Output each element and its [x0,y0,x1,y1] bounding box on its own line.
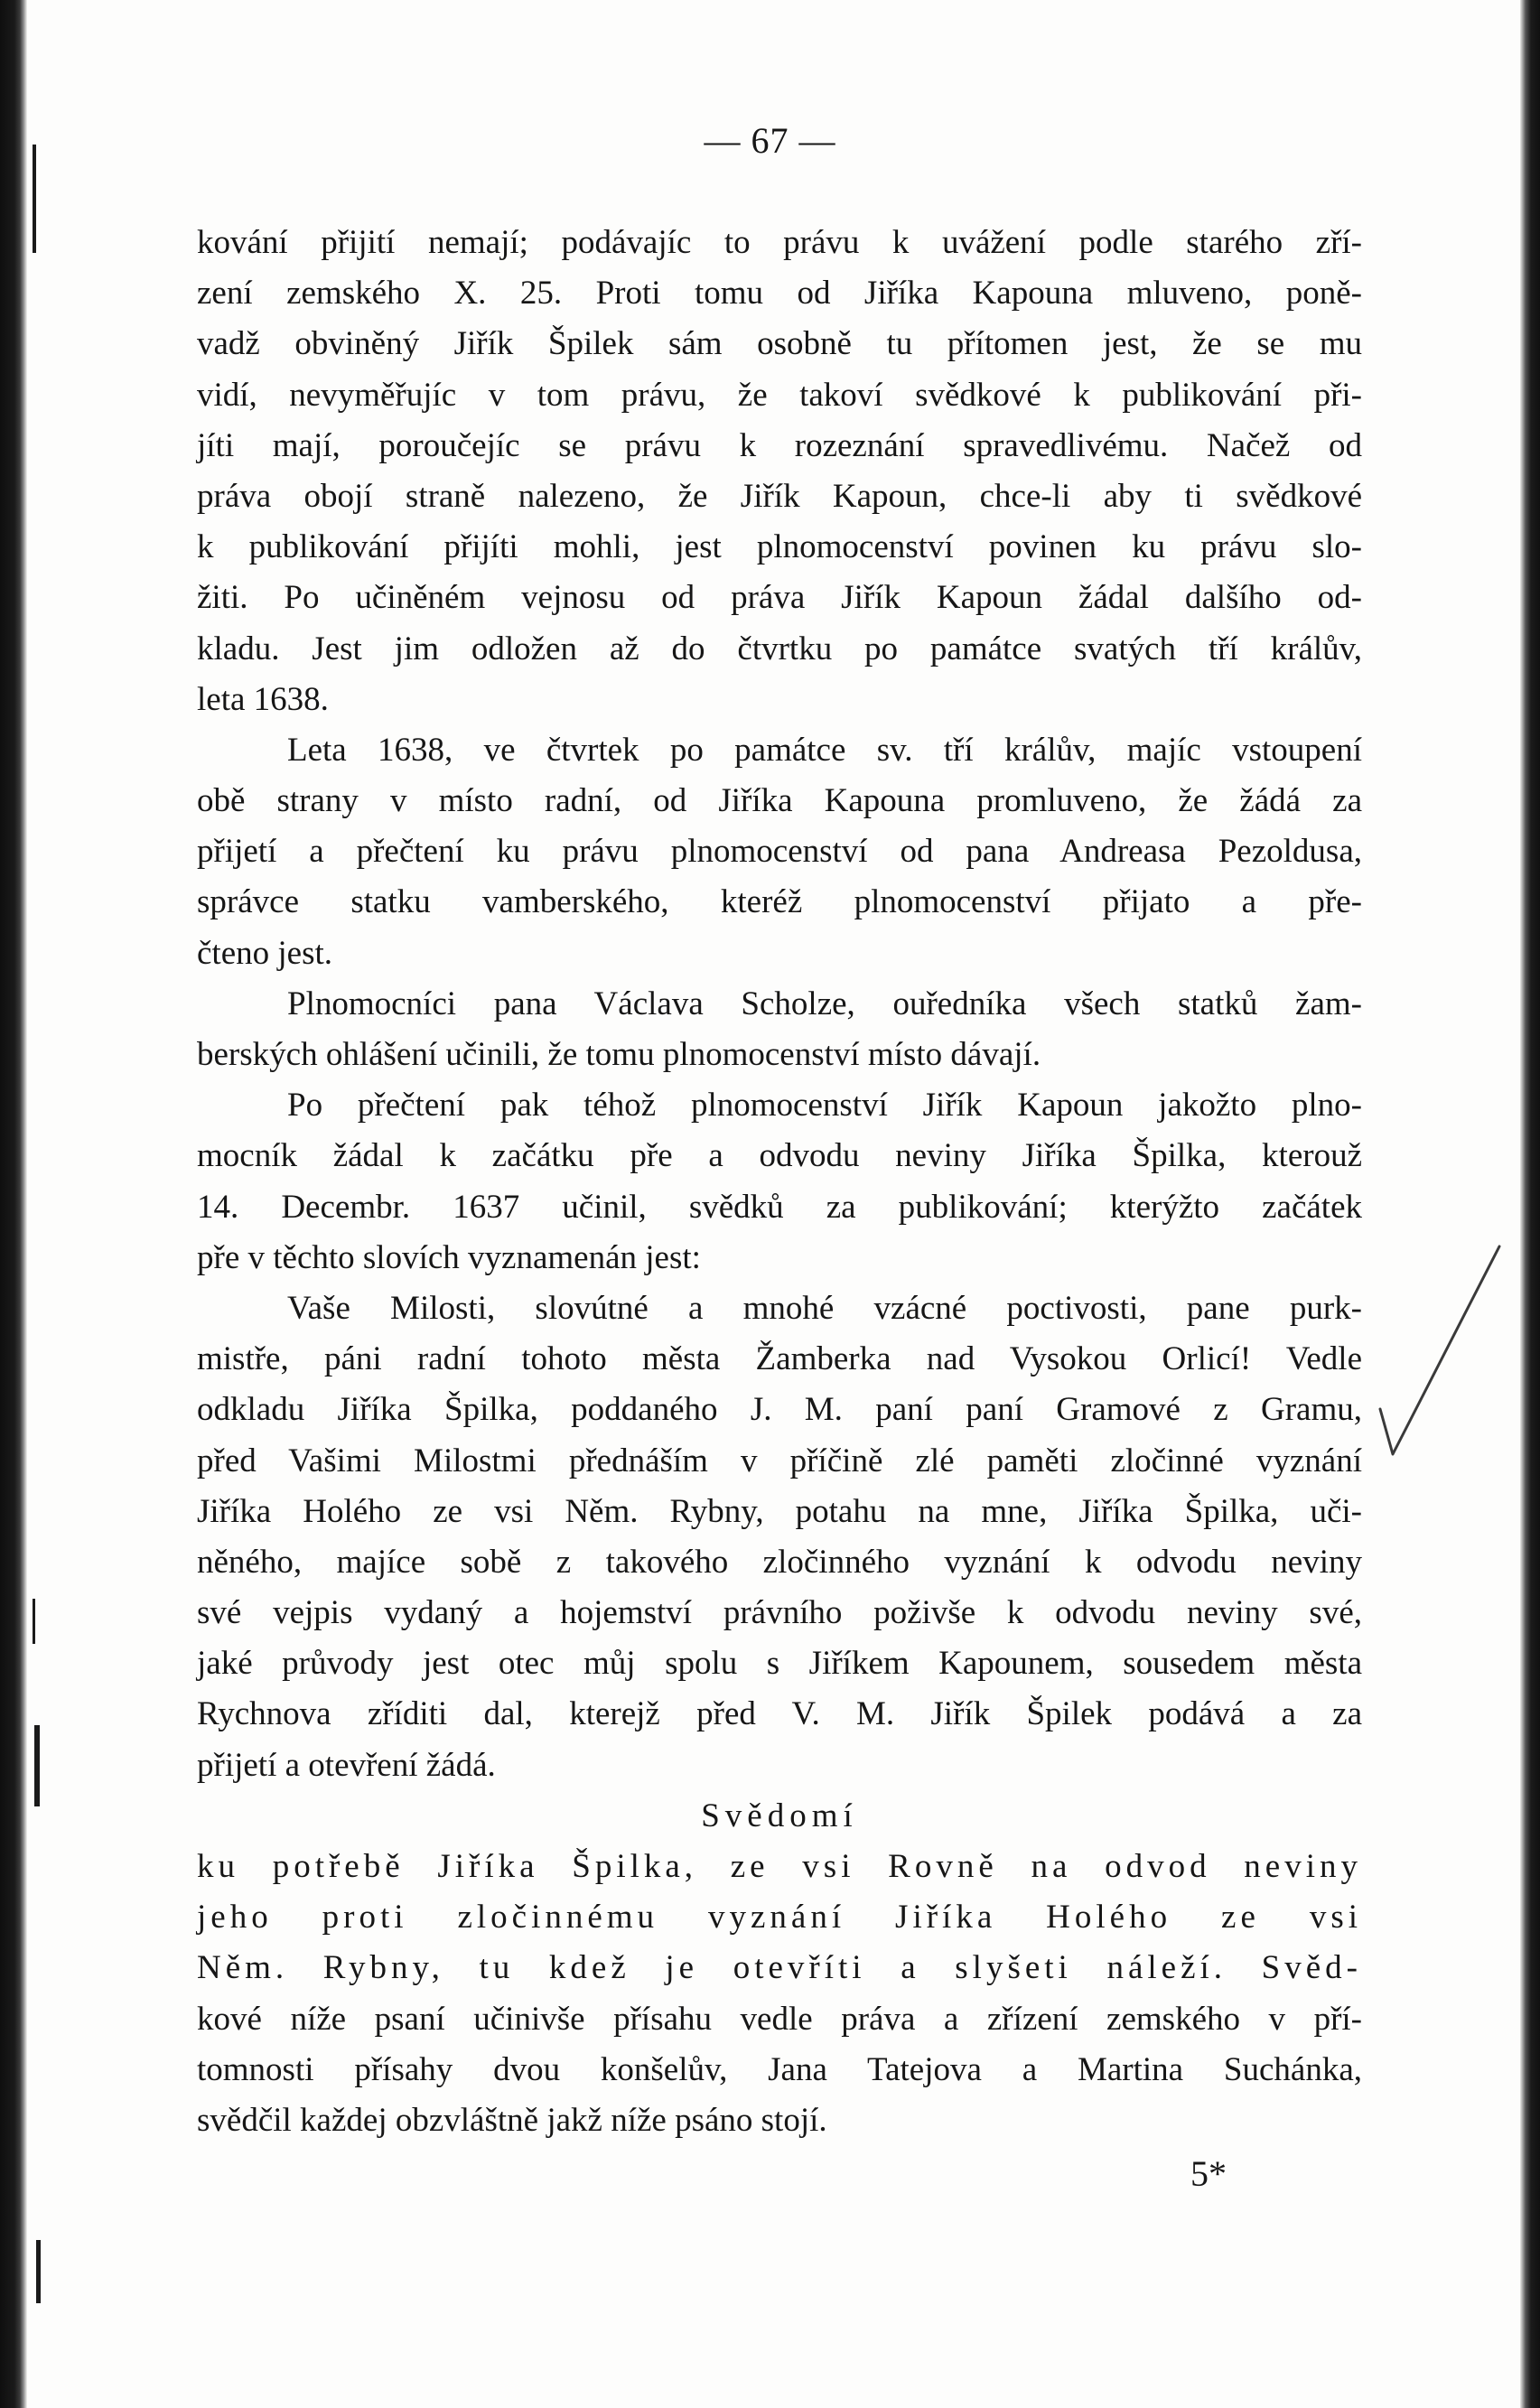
text-line: mocník žádal k začátku pře a odvodu neviny Jiříka Špilka, kterouž [197,1137,1362,1175]
text-line: obě strany v místo radní, od Jiříka Kapouna promluveno, že žádá za [197,782,1362,820]
text-line: čteno jest. [197,934,333,972]
document-body [197,218,1362,2146]
text-line: kové níže psaní učinivše přísahu vedle práva a zřízení zemského v pří- [197,2000,1362,2038]
text-line: správce statku vamberského, kteréž plnomocenství přijato a pře- [197,883,1362,921]
scan-binding-edge-right [1520,0,1540,2408]
text-line: před Vašimi Milostmi přednáším v příčině zlé paměti zločinné vyznání [197,1442,1362,1479]
text-line: Jiříka Holého ze vsi Něm. Rybny, potahu na mne, Jiříka Špilka, uči- [197,1492,1362,1530]
text-line: svědčil každej obzvláštně jakž níže psáno stojí. [197,2101,827,2139]
text-line: Po přečtení pak téhož plnomocenství Jiřík Kapoun jakožto plno- [287,1087,1362,1125]
scan-speck [36,2240,41,2303]
handwritten-checkmark-icon [1373,1237,1508,1472]
scan-binding-edge-left [0,0,27,2408]
text-line: pře v těchto slovích vyznamenán jest: [197,1238,701,1276]
text-line: Rychnova zříditi dal, kterejž před V. M. Jiřík Špilek podává a za [197,1695,1362,1733]
text-line: jaké průvody jest otec můj spolu s Jiříkem Kapounem, sousedem města [197,1645,1362,1683]
text-line: přijetí a přečtení ku právu plnomocenství od pana Andreasa Pezoldusa, [197,833,1362,871]
text-line: mistře, páni radní tohoto města Žamberka nad Vysokou Orlicí! Vedle [197,1340,1362,1378]
text-line: odkladu Jiříka Špilka, poddaného J. M. paní paní Gramové z Gramu, [197,1391,1362,1429]
signature-mark: 5* [1190,2153,1227,2194]
scan-speck [33,1599,35,1644]
text-line: berských ohlášení učinili, že tomu plnomocenství místo dávají. [197,1036,1041,1073]
text-line: vidí, nevyměřujíc v tom právu, že takoví svědkové k publikování při- [197,376,1362,414]
text-line: 14. Decembr. 1637 učinil, svědků za publikování; kterýžto začátek [197,1188,1362,1226]
text-line: kladu. Jest jim odložen až do čtvrtku po památce svatých tří králův, [197,630,1362,667]
text-line: Plnomocníci pana Václava Scholze, ouředníka všech statků žam- [287,985,1362,1022]
text-line: Vaše Milosti, slovútné a mnohé vzácné poctivosti, pane purk- [287,1289,1362,1327]
text-line: ku potřebě Jiříka Špilka, ze vsi Rovně na odvod neviny [197,1848,1362,1885]
text-line: jíti mají, poroučejíc se právu k rozeznání spravedlivému. Načež od [197,426,1362,464]
text-line: k publikování přijíti mohli, jest plnomocenství povinen ku právu slo- [197,528,1362,566]
text-line: Něm. Rybny, tu kdež je otevříti a slyšeti náleží. Svěd- [197,1949,1362,1987]
text-line: vadž obviněný Jiřík Špilek sám osobně tu přítomen jest, že se mu [197,325,1362,363]
page-number: — 67 — [704,120,836,161]
scan-speck [34,1725,40,1806]
text-line: zení zemského X. 25. Proti tomu od Jiříka Kapouna mluveno, poně- [197,275,1362,313]
text-line: něného, majíce sobě z takového zločinného vyznání k odvodu neviny [197,1543,1362,1581]
section-heading: Svědomí [701,1797,858,1834]
text-line: přijetí a otevření žádá. [197,1746,496,1784]
text-line: své vejpis vydaný a hojemství právního poživše k odvodu neviny své, [197,1594,1362,1632]
text-line: leta 1638. [197,680,329,718]
text-line: práva obojí straně nalezeno, že Jiřík Kapoun, chce-li aby ti svědkové [197,477,1362,515]
text-line: jeho proti zločinnému vyznání Jiříka Holého ze vsi [197,1899,1362,1937]
text-line: Leta 1638, ve čtvrtek po památce sv. tří králův, majíc vstoupení [287,731,1362,769]
text-line: žiti. Po učiněném vejnosu od práva Jiřík Kapoun žádal dalšího od- [197,579,1362,617]
text-line: kování přijití nemají; podávajíc to právu k uvážení podle starého zří- [197,224,1362,261]
text-line: tomnosti přísahy dvou konšelův, Jana Tatejova a Martina Suchánka, [197,2050,1362,2088]
